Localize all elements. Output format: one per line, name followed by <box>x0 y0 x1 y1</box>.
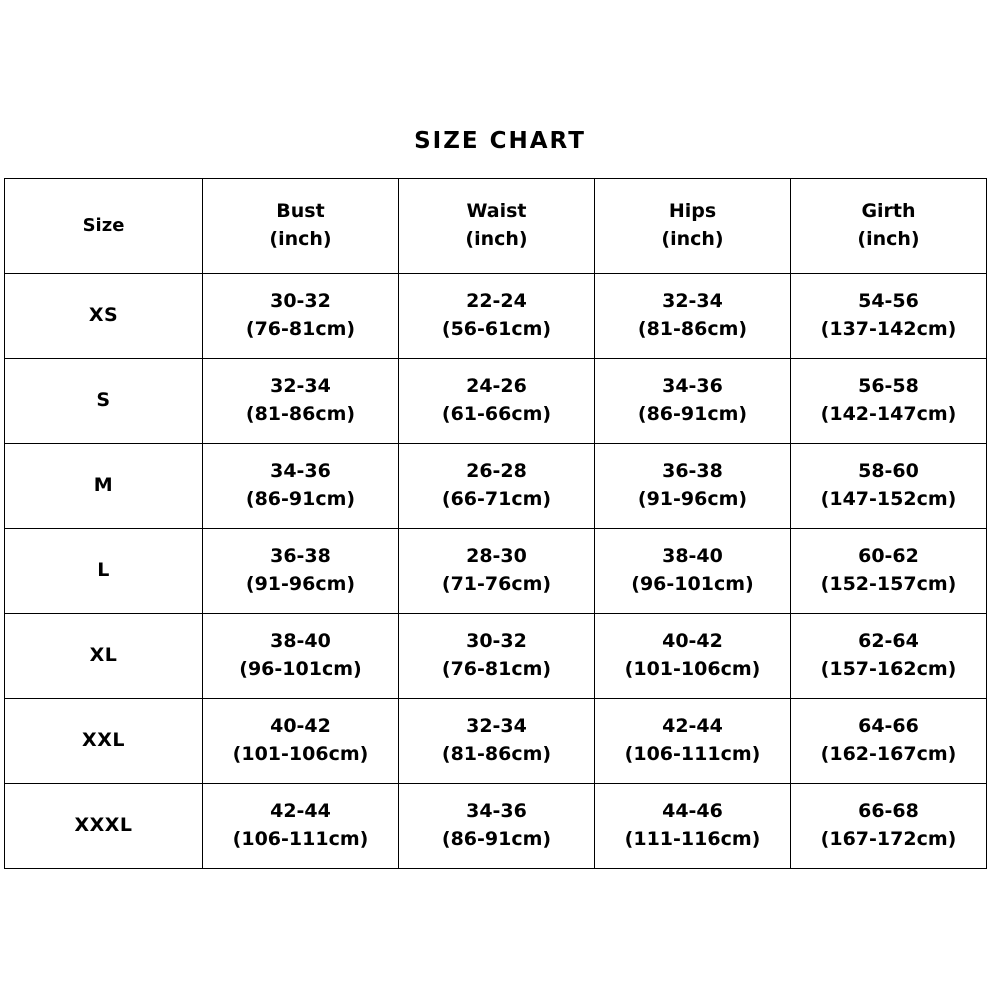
cell-size: XXXL <box>5 784 203 869</box>
cell-bust: 40-42 (101-106cm) <box>203 699 399 784</box>
table-row <box>5 444 987 529</box>
table-body <box>5 274 987 869</box>
cell-waist: 32-34 (81-86cm) <box>399 699 595 784</box>
cell-waist: 34-36 (86-91cm) <box>399 784 595 869</box>
table-header <box>5 179 987 274</box>
cell-waist: 30-32 (76-81cm) <box>399 614 595 699</box>
cell-girth: 54-56 (137-142cm) <box>791 274 987 359</box>
table-row <box>5 274 987 359</box>
cell-waist: 24-26 (61-66cm) <box>399 359 595 444</box>
cell-size: L <box>5 529 203 614</box>
cell-bust: 42-44 (106-111cm) <box>203 784 399 869</box>
cell-size: M <box>5 444 203 529</box>
cell-bust: 38-40 (96-101cm) <box>203 614 399 699</box>
cell-size: XXL <box>5 699 203 784</box>
cell-hips: 42-44 (106-111cm) <box>595 699 791 784</box>
cell-hips: 32-34 (81-86cm) <box>595 274 791 359</box>
cell-hips: 34-36 (86-91cm) <box>595 359 791 444</box>
cell-girth: 56-58 (142-147cm) <box>791 359 987 444</box>
table-header-row <box>5 179 987 274</box>
cell-waist: 22-24 (56-61cm) <box>399 274 595 359</box>
cell-size: XS <box>5 274 203 359</box>
table-row <box>5 359 987 444</box>
cell-girth: 66-68 (167-172cm) <box>791 784 987 869</box>
cell-bust: 34-36 (86-91cm) <box>203 444 399 529</box>
cell-girth: 58-60 (147-152cm) <box>791 444 987 529</box>
cell-girth: 62-64 (157-162cm) <box>791 614 987 699</box>
table-row <box>5 784 987 869</box>
cell-size: XL <box>5 614 203 699</box>
size-chart-table-wrapper <box>4 178 986 869</box>
table-row <box>5 529 987 614</box>
cell-bust: 36-38 (91-96cm) <box>203 529 399 614</box>
cell-girth: 64-66 (162-167cm) <box>791 699 987 784</box>
cell-bust: 30-32 (76-81cm) <box>203 274 399 359</box>
size-chart-table <box>4 178 987 869</box>
column-header-bust: Bust (inch) <box>203 179 399 274</box>
column-header-girth: Girth (inch) <box>791 179 987 274</box>
cell-bust: 32-34 (81-86cm) <box>203 359 399 444</box>
table-row <box>5 614 987 699</box>
cell-hips: 44-46 (111-116cm) <box>595 784 791 869</box>
cell-hips: 38-40 (96-101cm) <box>595 529 791 614</box>
cell-waist: 26-28 (66-71cm) <box>399 444 595 529</box>
cell-size: S <box>5 359 203 444</box>
cell-girth: 60-62 (152-157cm) <box>791 529 987 614</box>
column-header-size: Size <box>5 179 203 274</box>
column-header-hips: Hips (inch) <box>595 179 791 274</box>
cell-hips: 40-42 (101-106cm) <box>595 614 791 699</box>
page-title: SIZE CHART <box>414 128 586 154</box>
cell-waist: 28-30 (71-76cm) <box>399 529 595 614</box>
column-header-waist: Waist (inch) <box>399 179 595 274</box>
table-row <box>5 699 987 784</box>
cell-hips: 36-38 (91-96cm) <box>595 444 791 529</box>
